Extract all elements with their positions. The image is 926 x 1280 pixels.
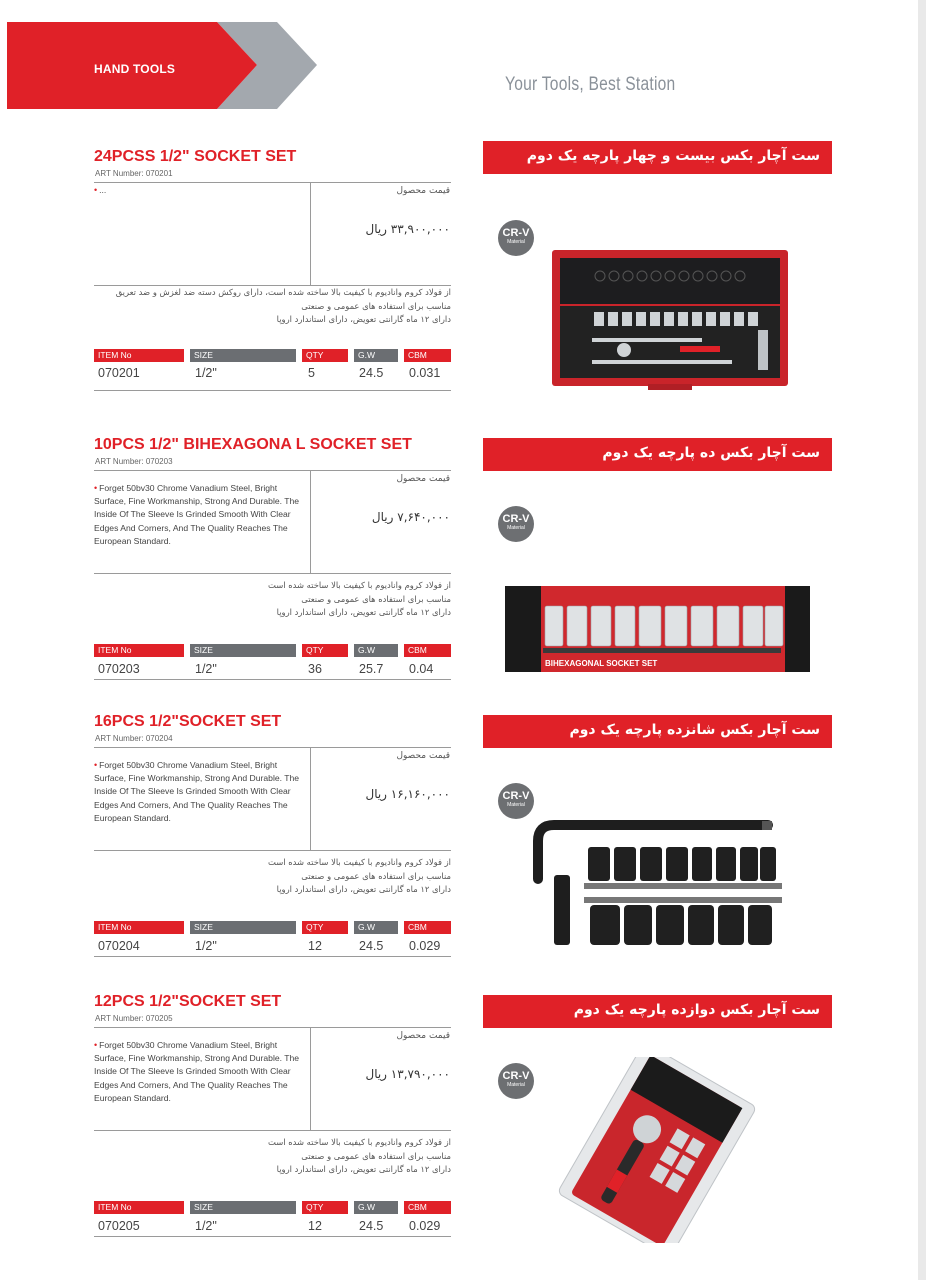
divider <box>94 956 451 957</box>
art-number: ART Number: 070205 <box>95 1014 173 1023</box>
product-section-2 <box>0 436 926 706</box>
th-gw: G.W <box>354 1201 398 1214</box>
features-text: • ... <box>94 185 107 195</box>
description: از فولاد کروم واناديوم با کیفیت بالا ساخته شده است مناسب برای استفاده های عمومی و صنعتی دارای ۱۲ ماه گارانتی تعویض، دارای استاندارد اروپا <box>267 1137 451 1174</box>
art-number: ART Number: 070203 <box>95 457 173 466</box>
th-qty: QTY <box>302 921 348 934</box>
product-section-3 <box>0 713 926 983</box>
svg-text:BIHEXAGONAL SOCKET SET: BIHEXAGONAL SOCKET SET <box>545 659 658 668</box>
cell-item-no: 070201 <box>98 366 140 380</box>
cell-item-no: 070203 <box>98 662 140 676</box>
divider <box>94 182 451 183</box>
divider <box>94 747 451 748</box>
price: ۳۳,۹۰۰,۰۰۰ ریال <box>365 222 450 236</box>
th-size: SIZE <box>190 644 296 657</box>
cell-cbm: 0.029 <box>409 939 441 953</box>
divider <box>310 470 311 574</box>
features-text: • Forget 50bv30 Chrome Vanadium Steel, Bright Surface, Fine Workmanship, Strong And Durable. The Inside Of The Sleeve Is Grinded Smooth With Clear Edges And Corners, And The Quality Reaches The European Standard. <box>94 483 300 546</box>
product-photo-case <box>548 238 792 390</box>
divider <box>94 573 451 574</box>
fa-title: ست آچار بکس دوازده پارچه یک دوم <box>573 1002 820 1018</box>
product-section-4 <box>0 993 926 1263</box>
cell-size: 1/2" <box>195 366 217 380</box>
crv-badge: CR-V Material <box>498 220 534 256</box>
cell-size: 1/2" <box>195 662 217 676</box>
divider <box>94 1236 451 1237</box>
cell-size: 1/2" <box>195 1219 217 1233</box>
fa-title-bar <box>483 141 832 174</box>
cell-cbm: 0.029 <box>409 1219 441 1233</box>
divider <box>310 747 311 851</box>
features-text: • Forget 50bv30 Chrome Vanadium Steel, Bright Surface, Fine Workmanship, Strong And Durable. The Inside Of The Sleeve Is Grinded Smooth With Clear Edges And Corners, And The Quality Reaches The European Standard. <box>94 760 300 823</box>
th-size: SIZE <box>190 921 296 934</box>
th-cbm: CBM <box>404 644 451 657</box>
product-title: 24PCSS 1/2" SOCKET SET <box>94 148 297 165</box>
description: از فولاد کروم واناديوم با کیفیت بالا ساخته شده است، دارای روکش دسته ضد لغزش و ضد تعریق مناسب برای استفاده های عمومی و صنعتی دارای ۱۲ ماه گارانتی تعویض، دارای استاندارد اروپا <box>115 287 451 324</box>
fa-title: ست آچار بکس ده پارچه یک دوم <box>602 445 820 461</box>
divider <box>94 470 451 471</box>
description: از فولاد کروم واناديوم با کیفیت بالا ساخته شده است مناسب برای استفاده های عمومی و صنعتی دارای ۱۲ ماه گارانتی تعویض، دارای استاندارد اروپا <box>267 580 451 617</box>
cell-cbm: 0.031 <box>409 366 441 380</box>
price-label: قیمت محصول <box>396 1031 450 1041</box>
th-gw: G.W <box>354 921 398 934</box>
th-cbm: CBM <box>404 349 451 362</box>
banner-label: HAND TOOLS <box>94 62 176 76</box>
fa-title: ست آچار بکس شانزده پارچه یک دوم <box>569 722 820 738</box>
fa-title-bar <box>483 715 832 748</box>
crv-badge: CR-V Material <box>498 1063 534 1099</box>
description: از فولاد کروم واناديوم با کیفیت بالا ساخته شده است مناسب برای استفاده های عمومی و صنعتی دارای ۱۲ ماه گارانتی تعویض، دارای استاندارد اروپا <box>267 857 451 894</box>
features-text: • Forget 50bv30 Chrome Vanadium Steel, Bright Surface, Fine Workmanship, Strong And Durable. The Inside Of The Sleeve Is Grinded Smooth With Clear Edges And Corners, And The Quality Reaches The European Standard. <box>94 1040 300 1103</box>
cell-size: 1/2" <box>195 939 217 953</box>
th-gw: G.W <box>354 644 398 657</box>
cell-gw: 24.5 <box>359 939 384 953</box>
th-size: SIZE <box>190 1201 296 1214</box>
divider <box>310 1027 311 1131</box>
cell-qty: 12 <box>308 939 322 953</box>
crv-badge: CR-V Material <box>498 783 534 819</box>
price: ۷,۶۴۰,۰۰۰ ریال <box>371 510 450 524</box>
price: ۱۳,۷۹۰,۰۰۰ ریال <box>365 1067 450 1081</box>
fa-title: ست آچار بکس بیست و چهار پارچه یک دوم <box>526 148 820 164</box>
price-label: قیمت محصول <box>396 751 450 761</box>
th-item-no: ITEM No <box>94 349 184 362</box>
divider <box>94 1130 451 1131</box>
price: ۱۶,۱۶۰,۰۰۰ ریال <box>365 787 450 801</box>
product-title: 12PCS 1/2"SOCKET SET <box>94 993 282 1010</box>
th-cbm: CBM <box>404 921 451 934</box>
th-item-no: ITEM No <box>94 644 184 657</box>
cell-qty: 12 <box>308 1219 322 1233</box>
fa-title-bar <box>483 995 832 1028</box>
th-item-no: ITEM No <box>94 1201 184 1214</box>
tagline: Your Tools, Best Station <box>505 74 676 95</box>
price-label: قیمت محصول <box>396 474 450 484</box>
price-label: قیمت محصول <box>396 186 450 196</box>
th-item-no: ITEM No <box>94 921 184 934</box>
product-section-1 <box>0 148 926 418</box>
divider <box>310 182 311 286</box>
th-size: SIZE <box>190 349 296 362</box>
cell-gw: 24.5 <box>359 1219 384 1233</box>
th-qty: QTY <box>302 644 348 657</box>
cell-item-no: 070204 <box>98 939 140 953</box>
th-qty: QTY <box>302 1201 348 1214</box>
divider <box>94 1027 451 1028</box>
product-title: 10PCS 1/2" BIHEXAGONA L SOCKET SET <box>94 436 412 453</box>
art-number: ART Number: 070201 <box>95 169 173 178</box>
fa-title-bar <box>483 438 832 471</box>
cell-qty: 5 <box>308 366 315 380</box>
th-cbm: CBM <box>404 1201 451 1214</box>
divider <box>94 850 451 851</box>
product-photo-rail <box>505 586 810 672</box>
cell-item-no: 070205 <box>98 1219 140 1233</box>
art-number: ART Number: 070204 <box>95 734 173 743</box>
cell-gw: 24.5 <box>359 366 384 380</box>
divider <box>94 390 451 391</box>
divider <box>94 679 451 680</box>
product-photo-blister <box>552 1057 762 1243</box>
crv-badge: CR-V Material <box>498 506 534 542</box>
th-qty: QTY <box>302 349 348 362</box>
product-title: 16PCS 1/2"SOCKET SET <box>94 713 282 730</box>
cell-qty: 36 <box>308 662 322 676</box>
th-gw: G.W <box>354 349 398 362</box>
product-photo-sockets <box>528 817 788 949</box>
cell-gw: 25.7 <box>359 662 384 676</box>
cell-cbm: 0.04 <box>409 662 434 676</box>
